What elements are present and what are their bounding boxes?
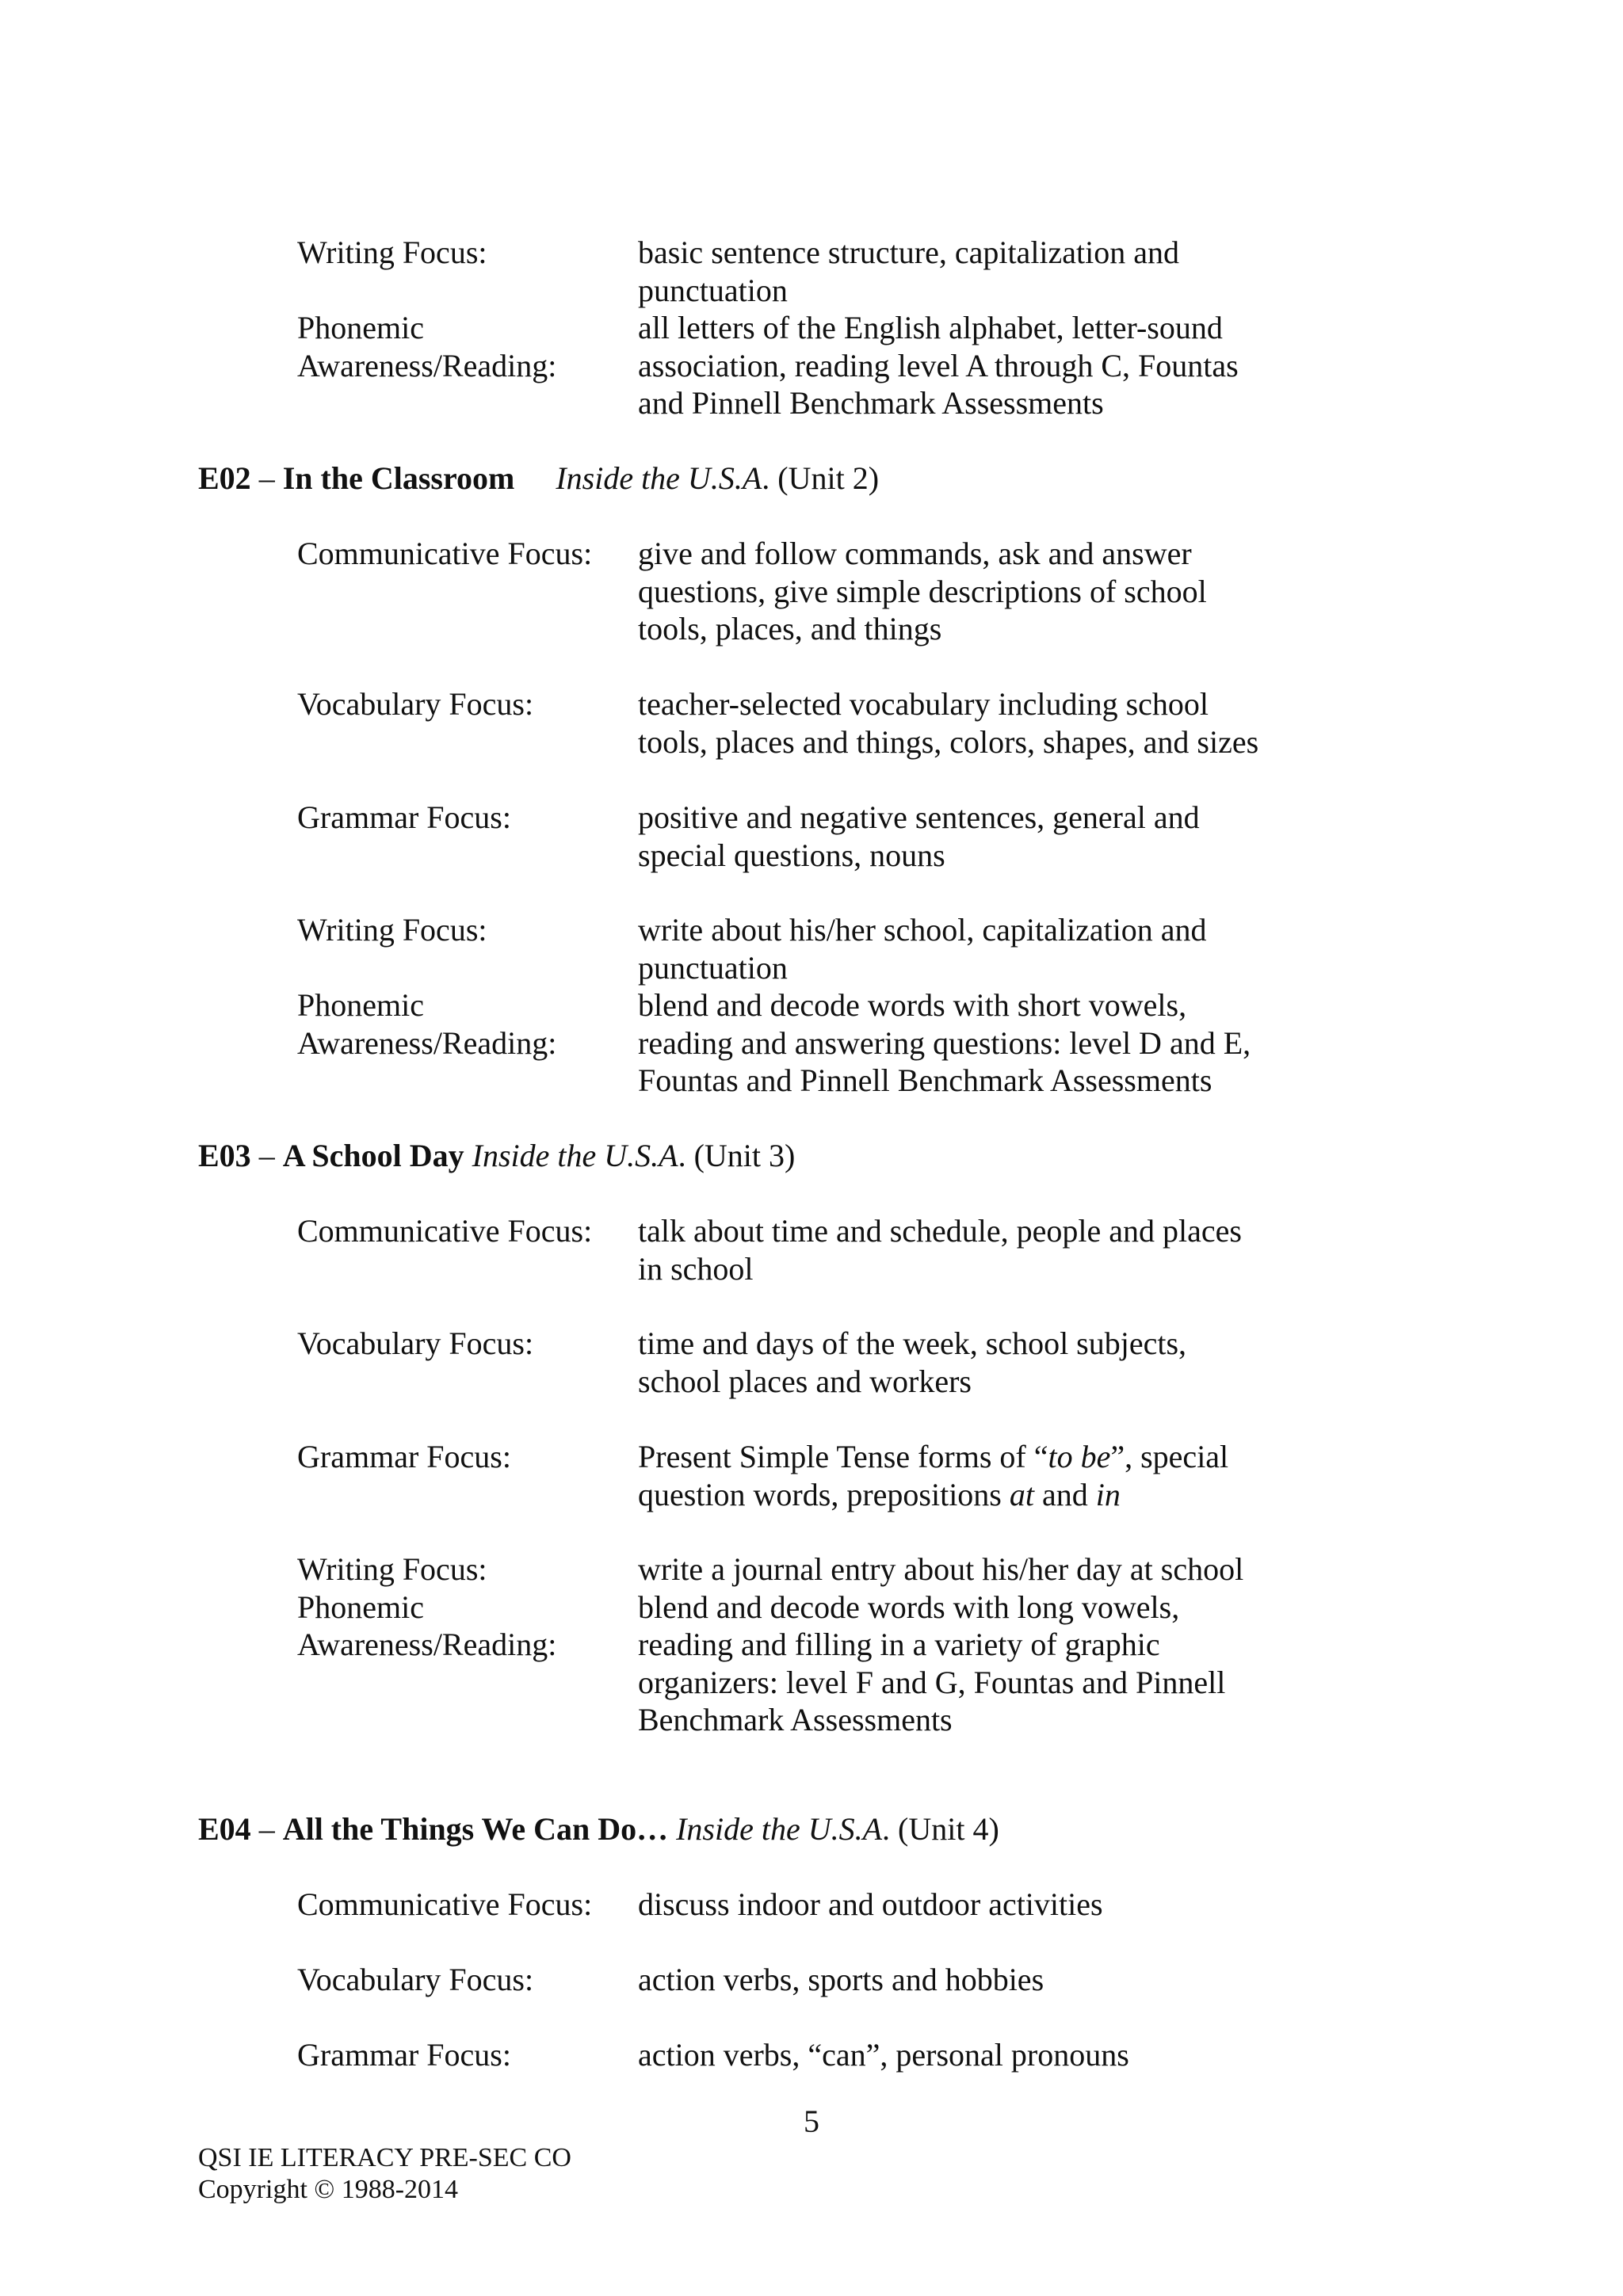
entry-label: Communicative Focus: xyxy=(297,1886,593,1922)
page-footer xyxy=(198,2142,571,2206)
entry-label: Vocabulary Focus: xyxy=(297,1962,534,1997)
entry-label: Vocabulary Focus: xyxy=(297,1325,534,1361)
entry-label: Grammar Focus: xyxy=(297,799,511,835)
entry-value: write a journal entry about his/her day at school blend and decode words with long vowels, reading and filling in a variety of graphic organizers: level F and G, Fountas and Pinnell Benchmark Assessments xyxy=(638,1551,1244,1737)
page-number: 5 xyxy=(804,2103,819,2139)
entry-label: Communicative Focus: xyxy=(297,536,593,571)
entry-value: basic sentence structure, capitalization and punctuation xyxy=(638,235,1180,308)
section-heading-e03: E03 – A School Day Inside the U.S.A. (Unit 3) xyxy=(198,1138,796,1173)
entry-value: action verbs, sports and hobbies xyxy=(638,1962,1044,1997)
entry-value: talk about time and schedule, people and places in school xyxy=(638,1213,1242,1287)
entry-value: give and follow commands, ask and answer questions, give simple descriptions of school tools, places, and things xyxy=(638,536,1207,646)
section-heading-e04: E04 – All the Things We Can Do… Inside the U.S.A. (Unit 4) xyxy=(198,1811,999,1847)
entry-label: Vocabulary Focus: xyxy=(297,686,534,722)
entry-value: blend and decode words with short vowels, reading and answering questions: level D and E, Fountas and Pinnell Benchmark Assessments xyxy=(638,987,1251,1098)
section-heading-e02: E02 – In the Classroom Inside the U.S.A. (Unit 2) xyxy=(198,460,880,496)
entry-value: discuss indoor and outdoor activities xyxy=(638,1886,1103,1922)
entry-label: Writing Focus: Phonemic Awareness/Reading: xyxy=(297,1551,557,1662)
footer-line: Copyright © 1988-2014 xyxy=(198,2175,459,2204)
entry-value: action verbs, “can”, personal pronouns xyxy=(638,2037,1129,2073)
entry-value: time and days of the week, school subjects, school places and workers xyxy=(638,1325,1187,1399)
entry-label: Writing Focus: xyxy=(297,235,487,270)
entry-label: Communicative Focus: xyxy=(297,1213,593,1249)
entry-label: Grammar Focus: xyxy=(297,2037,511,2073)
entry-label: Phonemic Awareness/Reading: xyxy=(297,310,557,383)
entry-value: all letters of the English alphabet, letter-sound association, reading level A through C, Fountas and Pinnell Benchmark Assessments xyxy=(638,310,1239,421)
entry-label: Phonemic Awareness/Reading: xyxy=(297,987,557,1061)
entry-value: Present Simple Tense forms of “to be”, special question words, prepositions at and in xyxy=(638,1439,1229,1512)
entry-value: write about his/her school, capitalization and punctuation xyxy=(638,912,1207,986)
entry-label: Writing Focus: xyxy=(297,912,487,948)
entry-value: teacher-selected vocabulary including school tools, places and things, colors, shapes, and sizes xyxy=(638,686,1259,760)
entry-label: Grammar Focus: xyxy=(297,1439,511,1474)
entry-value: positive and negative sentences, general and special questions, nouns xyxy=(638,799,1200,873)
footer-line: QSI IE LITERACY PRE-SEC CO xyxy=(198,2143,571,2172)
